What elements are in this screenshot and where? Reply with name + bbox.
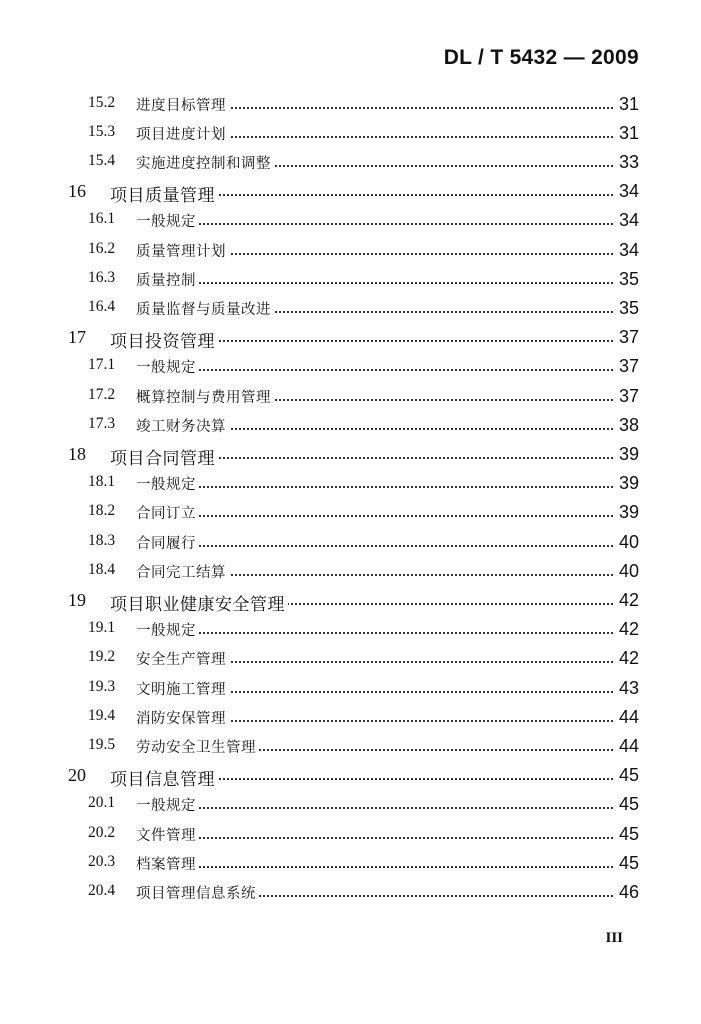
toc-entry-title: 一般规定 xyxy=(136,473,199,494)
toc-entry-page: 45 xyxy=(613,824,639,845)
toc-entry-title: 一般规定 xyxy=(136,210,199,231)
toc-chapter-entry[interactable] xyxy=(0,444,701,474)
toc-entry-title: 质量管理计划 xyxy=(136,240,229,261)
toc-entry-number: 16.1 xyxy=(88,210,116,227)
toc-chapter-number: 18 xyxy=(68,444,86,464)
dot-leader xyxy=(136,807,613,809)
toc-entry-number: 15.2 xyxy=(88,94,116,111)
toc-entry[interactable] xyxy=(0,240,701,270)
dot-leader xyxy=(136,545,613,547)
toc-entry[interactable] xyxy=(0,794,701,824)
toc-entry[interactable] xyxy=(0,619,701,649)
toc-entry-number: 20.4 xyxy=(88,882,116,899)
toc-entry[interactable] xyxy=(0,736,701,766)
toc-entry[interactable] xyxy=(0,532,701,562)
toc-entry[interactable] xyxy=(0,210,701,240)
toc-entry-number: 17.1 xyxy=(88,356,116,373)
toc-chapter-entry[interactable] xyxy=(0,327,701,357)
toc-entry-page: 35 xyxy=(613,298,639,319)
toc-chapter-page: 39 xyxy=(613,444,639,465)
toc-chapter-page: 45 xyxy=(613,765,639,786)
toc-entry-page: 45 xyxy=(613,794,639,815)
toc-entry-title: 竣工财务决算 xyxy=(136,415,229,436)
dot-leader xyxy=(136,486,613,488)
toc-entry-number: 15.4 xyxy=(88,152,116,169)
toc-chapter-entry[interactable] xyxy=(0,765,701,795)
toc-chapter-page: 37 xyxy=(613,327,639,348)
toc-entry-number: 18.1 xyxy=(88,473,116,490)
toc-entry-page: 42 xyxy=(613,619,639,640)
toc-entry-title: 安全生产管理 xyxy=(136,648,229,669)
toc-entry-title: 文明施工管理 xyxy=(136,678,229,699)
toc-entry[interactable] xyxy=(0,386,701,416)
toc-entry-number: 17.3 xyxy=(88,415,116,432)
toc-entry[interactable] xyxy=(0,473,701,503)
toc-chapter-number: 17 xyxy=(68,327,86,347)
toc-entry-page: 45 xyxy=(613,853,639,874)
toc-entry-page: 44 xyxy=(613,736,639,757)
toc-entry-number: 18.2 xyxy=(88,502,116,519)
toc-entry-page: 39 xyxy=(613,473,639,494)
toc-entry[interactable] xyxy=(0,298,701,328)
dot-leader xyxy=(136,837,613,839)
toc-entry[interactable] xyxy=(0,707,701,737)
toc-entry[interactable] xyxy=(0,648,701,678)
toc-entry-title: 项目进度计划 xyxy=(136,123,229,144)
toc-entry-title: 合同完工结算 xyxy=(136,561,229,582)
toc-entry[interactable] xyxy=(0,94,701,124)
toc-entry[interactable] xyxy=(0,824,701,854)
toc-entry-number: 16.4 xyxy=(88,298,116,315)
toc-entry-page: 40 xyxy=(613,561,639,582)
toc-entry-number: 18.3 xyxy=(88,532,116,549)
toc-entry-number: 19.2 xyxy=(88,648,116,665)
toc-chapter-number: 16 xyxy=(68,181,86,201)
toc-entry-page: 37 xyxy=(613,386,639,407)
toc-entry[interactable] xyxy=(0,356,701,386)
toc-entry-title: 进度目标管理 xyxy=(136,94,229,115)
toc-entry[interactable] xyxy=(0,152,701,182)
toc-chapter-entry[interactable] xyxy=(0,590,701,620)
dot-leader xyxy=(136,632,613,634)
toc-entry-page: 43 xyxy=(613,678,639,699)
toc-entry-page: 38 xyxy=(613,415,639,436)
toc-entry-title: 合同履行 xyxy=(136,532,199,553)
standard-code-header: DL / T 5432 — 2009 xyxy=(443,46,639,69)
dot-leader xyxy=(136,515,613,517)
toc-entry-number: 18.4 xyxy=(88,561,116,578)
toc-entry-page: 31 xyxy=(613,123,639,144)
toc-entry-page: 40 xyxy=(613,532,639,553)
toc-entry-title: 项目管理信息系统 xyxy=(136,882,259,903)
toc-entry[interactable] xyxy=(0,882,701,912)
toc-entry-page: 33 xyxy=(613,152,639,173)
toc-entry-title: 劳动安全卫生管理 xyxy=(136,736,259,757)
toc-chapter-title: 项目质量管理 xyxy=(110,181,218,206)
toc-entry-title: 档案管理 xyxy=(136,853,199,874)
toc-entry-page: 44 xyxy=(613,707,639,728)
toc-chapter-entry[interactable] xyxy=(0,181,701,211)
toc-entry-number: 20.3 xyxy=(88,853,116,870)
toc-entry-page: 46 xyxy=(613,882,639,903)
toc-entry-number: 19.1 xyxy=(88,619,116,636)
roman-page-number: III xyxy=(605,930,623,946)
toc-entry-title: 文件管理 xyxy=(136,824,199,845)
toc-entry-title: 实施进度控制和调整 xyxy=(136,152,274,173)
toc-entry-number: 15.3 xyxy=(88,123,116,140)
toc-entry[interactable] xyxy=(0,678,701,708)
toc-chapter-number: 20 xyxy=(68,765,86,785)
toc-entry[interactable] xyxy=(0,123,701,153)
dot-leader xyxy=(136,866,613,868)
toc-chapter-number: 19 xyxy=(68,590,86,610)
toc-entry[interactable] xyxy=(0,561,701,591)
toc-chapter-title: 项目投资管理 xyxy=(110,327,218,352)
toc-chapter-page: 34 xyxy=(613,181,639,202)
toc-chapter-page: 42 xyxy=(613,590,639,611)
toc-entry-title: 一般规定 xyxy=(136,794,199,815)
dot-leader xyxy=(136,223,613,225)
toc-entry-number: 20.1 xyxy=(88,794,116,811)
toc-entry[interactable] xyxy=(0,269,701,299)
toc-entry-title: 一般规定 xyxy=(136,619,199,640)
toc-entry-page: 34 xyxy=(613,240,639,261)
toc-entry[interactable] xyxy=(0,853,701,883)
toc-entry-number: 16.3 xyxy=(88,269,116,286)
toc-entry[interactable] xyxy=(0,415,701,445)
toc-chapter-title: 项目信息管理 xyxy=(110,765,218,790)
toc-chapter-title: 项目职业健康安全管理 xyxy=(110,590,288,615)
toc-entry[interactable] xyxy=(0,502,701,532)
toc-entry-page: 31 xyxy=(613,94,639,115)
toc-entry-page: 35 xyxy=(613,269,639,290)
toc-entry-title: 消防安保管理 xyxy=(136,707,229,728)
toc-entry-number: 16.2 xyxy=(88,240,116,257)
dot-leader xyxy=(136,282,613,284)
toc-chapter-title: 项目合同管理 xyxy=(110,444,218,469)
toc-entry-title: 质量监督与质量改进 xyxy=(136,298,274,319)
toc-entry-title: 合同订立 xyxy=(136,502,199,523)
toc-entry-number: 17.2 xyxy=(88,386,116,403)
toc-entry-number: 19.5 xyxy=(88,736,116,753)
toc-entry-page: 34 xyxy=(613,210,639,231)
toc-entry-title: 概算控制与费用管理 xyxy=(136,386,274,407)
toc-entry-number: 19.4 xyxy=(88,707,116,724)
dot-leader xyxy=(136,369,613,371)
toc-entry-number: 19.3 xyxy=(88,678,116,695)
toc-entry-title: 一般规定 xyxy=(136,356,199,377)
toc-entry-page: 37 xyxy=(613,356,639,377)
toc-entry-page: 39 xyxy=(613,502,639,523)
toc-entry-title: 质量控制 xyxy=(136,269,199,290)
toc-entry-page: 42 xyxy=(613,648,639,669)
toc-entry-number: 20.2 xyxy=(88,824,116,841)
